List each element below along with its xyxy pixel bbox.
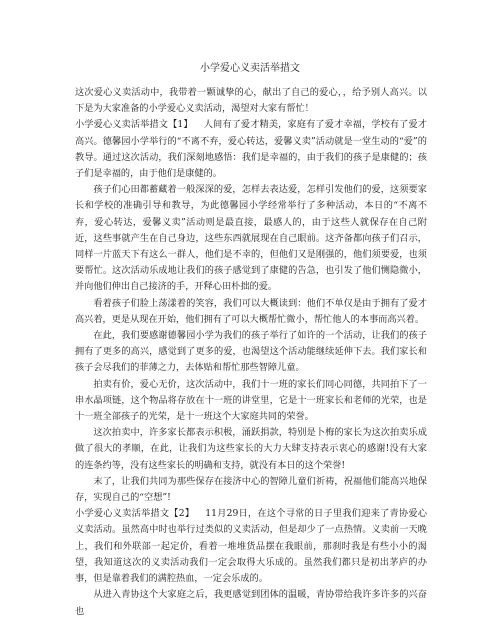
paragraph-text: 看着孩子们脸上荡漾着的笑容，我们可以大概读到：他们不单仅是由于拥有了爱才高兴着，更是从现在开始，他们拥有了可以大概帮忙微小，帮忙他人的本事而高兴着。 xyxy=(75,297,427,325)
paragraph-text: 从进入青协这个大家庭之后，我更感觉到团体的温暖，青协带给我许多许多的兴奋也 xyxy=(75,589,427,617)
paragraph-text: 末了，让我们共同为那些保存在接济中心的智障儿童们祈祷，祝福他们能高兴地保存，实现自己的“空想”! xyxy=(75,475,427,504)
section-heading: 小学爱心义卖活举措文【2】 xyxy=(75,508,195,520)
paragraph-text: 这次爱心义卖活动中，我带着一颗诚挚的心，献出了自己的爱心，，给予别人高兴。以下是为大家准备的小学爱心义卖活动，渴望对大家有帮忙！ xyxy=(75,87,427,115)
paragraph xyxy=(75,182,427,295)
paragraph xyxy=(75,328,427,377)
paragraph-text: 11月29日，在这个寻常的日子里我们迎来了青协爱心义卖活动。虽然高中时也举行过类似的义卖活动，但是却少了一点热情。义卖前一天晚上，我们和外联部一起定价，看着一堆堆货品摆在我眼前，那刹时我是有些小小的渴望，我知道这次的义卖活动我们一定会取得大乐成的。虽然我们都只是初出茅庐的办事，但是靠着我们的满腔热血，一定会乐成的。 xyxy=(75,508,427,585)
paragraph-text: 在此，我们要感谢德馨园小学为我们的孩子举行了如许的一个活动，让我们的孩子拥有了更多的高兴，感觉到了更多的爱，也渴望这个活动能继续延伸下去。我们家长和孩子会尽我们的菲薄之力，去体贴和帮忙那些智障儿童。 xyxy=(75,330,427,374)
paragraph-text: 拍卖有价，爱心无价，这次活动中，我们十一班的家长们同心同德，共同拍下了一串水晶项链，这个物品将存放在十一班的讲堂里，它是十一班家长和老师的光荣，也是十一班全部孩子的光荣，是十一班这个大家庭共同的荣誉。 xyxy=(75,378,427,423)
paragraph xyxy=(75,474,427,506)
paragraph xyxy=(75,117,427,182)
paragraph xyxy=(75,85,427,117)
paragraph xyxy=(75,425,427,474)
paragraph xyxy=(75,377,427,426)
section-heading: 小学爱心义卖活举措文【1】 xyxy=(75,119,193,131)
document-body xyxy=(0,85,427,620)
paragraph xyxy=(75,506,427,587)
document-title: 小学爱心义卖活举措文 xyxy=(200,63,300,74)
paragraph xyxy=(75,587,427,619)
paragraph xyxy=(75,296,427,328)
paragraph-text: 孩子们心田都蓄藏着一般深深的爱，怎样去表达爱，怎样引发他们的爱，这须要家长和学校的准确引导和教导，为此德馨园小学经常举行了多种活动，本日的“不离不弃，爱心转达，爱馨义卖”活动则是最直接，最感人的，由于这些人就保存在自己附近，这些事就产生在自己身边，这些东西就展现在自己眼前。这齐备都向孩子们召示，同样一片蓝天下有这么一群人，他们是不幸的，但他们又是刚强的，他们须要爱，也须要帮忙。这次活动乐成地让我们的孩子感觉到了康健的告急，也引发了他们恻隐微小，并向他们伸出自己接济的手，开释心田朴拙的爱。 xyxy=(75,184,427,293)
paragraph-text: 这次拍卖中，许多家长都表示积极，涌跃捐款，特别是卜梅的家长为这次拍卖乐成做了很大的孝顺，在此，让我们为这些家长的大力大肆支持表示衷心的感谢!没有大家的连条约等，没有这些家长的明确和支持，就没有本日的这个荣誉! xyxy=(75,427,427,471)
paragraph-text: 人间有了爱才精美，家庭有了爱才幸福，学校有了爱才高兴。德馨园小学举行的“不离不弃，爱心转达，爱馨义卖”活动就是一堂生动的“爱”的教导。通过这次活动，我们深刻地感悟：我们是幸福的，由于我们的孩子是康健的；孩子们是幸福的，由于他们是康健的。 xyxy=(75,119,427,180)
